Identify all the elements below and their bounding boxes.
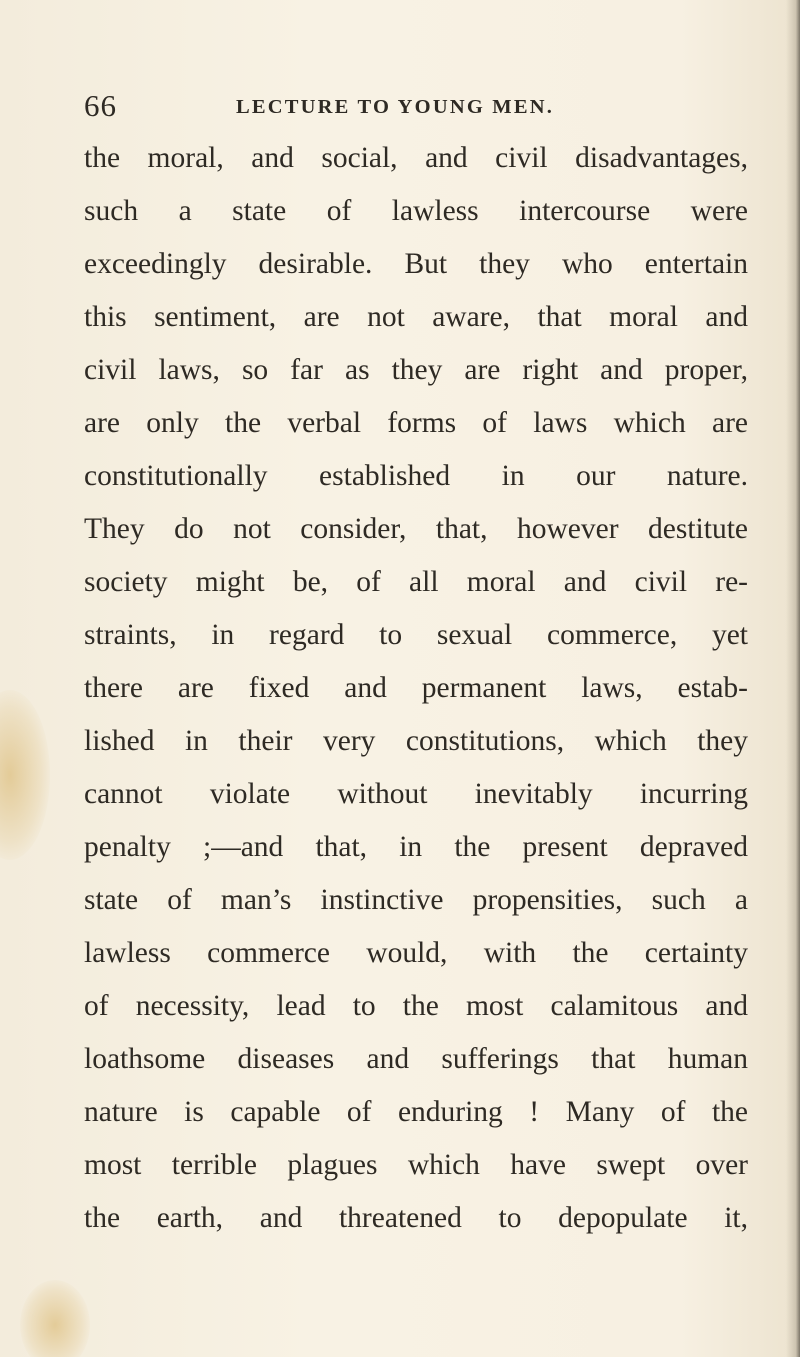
text-line: most terrible plagues which have swept over bbox=[84, 1149, 748, 1181]
text-line: the earth, and threatened to depopulate it, bbox=[84, 1202, 748, 1234]
text-line: lished in their very constitutions, which they bbox=[84, 725, 748, 757]
text-line: civil laws, so far as they are right and proper, bbox=[84, 354, 748, 386]
text-line: exceedingly desirable. But they who entertain bbox=[84, 248, 748, 280]
text-line: constitutionally established in our nature. bbox=[84, 460, 748, 492]
text-line: such a state of lawless intercourse were bbox=[84, 195, 748, 227]
foxing-stain bbox=[20, 1280, 90, 1357]
text-line: are only the verbal forms of laws which are bbox=[84, 407, 748, 439]
body-text bbox=[84, 132, 748, 1245]
text-line: nature is capable of enduring ! Many of the bbox=[84, 1096, 748, 1128]
text-line: cannot violate without inevitably incurring bbox=[84, 778, 748, 810]
text-line: penalty ;—and that, in the present depraved bbox=[84, 831, 748, 863]
text-line: there are fixed and permanent laws, estab- bbox=[84, 672, 748, 704]
running-title: LECTURE TO YOUNG MEN. bbox=[236, 96, 555, 118]
text-line: They do not consider, that, however destitute bbox=[84, 513, 748, 545]
text-line: society might be, of all moral and civil re- bbox=[84, 566, 748, 598]
text-line: of necessity, lead to the most calamitous and bbox=[84, 990, 748, 1022]
text-line: state of man’s instinctive propensities, such a bbox=[84, 884, 748, 916]
text-line: the moral, and social, and civil disadvantages, bbox=[84, 142, 748, 174]
text-line: straints, in regard to sexual commerce, yet bbox=[84, 619, 748, 651]
page-number: 66 bbox=[84, 88, 117, 123]
running-header bbox=[84, 88, 744, 124]
text-line: this sentiment, are not aware, that moral and bbox=[84, 301, 748, 333]
page-edge-shadow bbox=[786, 0, 800, 1357]
foxing-stain bbox=[0, 690, 50, 860]
text-line: lawless commerce would, with the certainty bbox=[84, 937, 748, 969]
text-line: loathsome diseases and sufferings that human bbox=[84, 1043, 748, 1075]
